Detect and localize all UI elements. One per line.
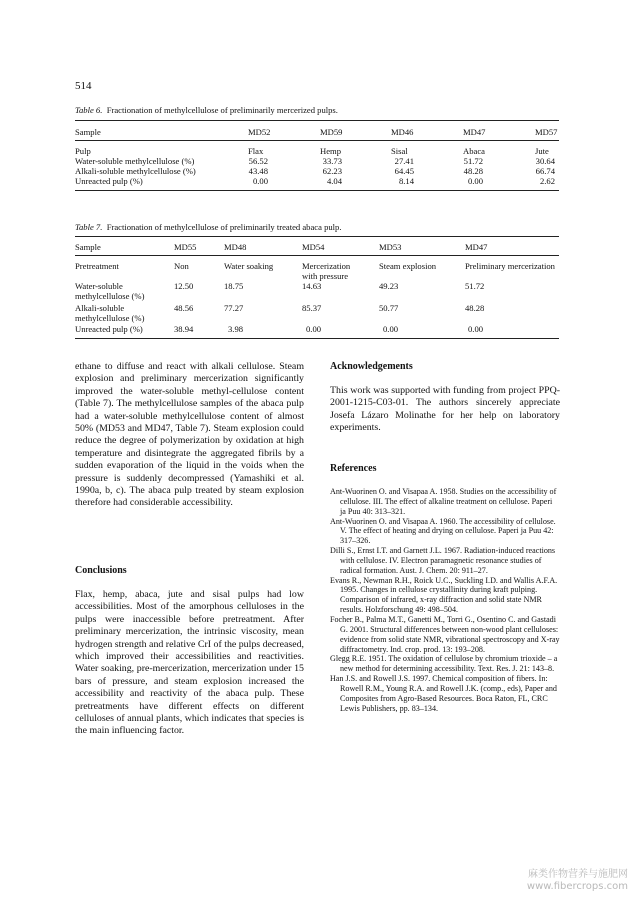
page-number: 514	[75, 80, 92, 92]
table-6-cell: 64.45	[394, 166, 414, 176]
table-7-cell: 18.75	[224, 281, 244, 291]
table-6-cell: 8.14	[398, 176, 414, 186]
table-7-cell: Steam explosion	[379, 261, 437, 271]
reference-item: Dilli S., Ernst I.T. and Garnett J.L. 1967. Radiation-induced reactions with cellulose. IV. Electron paramagnetic resonance studies of radical formation. Aust. J. Chem. 20: 911–27.	[330, 546, 556, 575]
reference-item: Focher B., Palma M.T., Ganetti M., Torri G., Osentino C. and Gastadi G. 2001. Structural differences between non-wood plant celluloses: evidence from solid state NMR, vibrational spectroscopy and X-ray diffractometry. Ind. crop. prod. 13: 193–208.	[330, 614, 560, 654]
table-7-row-label: Pretreatment	[75, 261, 119, 271]
table-7-cell: 12.50	[174, 281, 194, 291]
reference-item: Evans R., Newman R.H., Roick U.C., Suckling I.D. and Wallis A.F.A. 1995. Changes in cellulose crystallinity during kraft pulping. Comparison of infrared, x-ray diffraction and solid state NMR results. Holzforschung 49: 498–504.	[330, 575, 558, 615]
reference-item: Han J.S. and Rowell J.S. 1997. Chemical composition of fibers. In: Rowell R.M., Young R.A. and Rowell J.K. (comp., eds), Paper and Composites from Agro-Based Resources. Boca Raton, FL, CRC Lewis Publishers, pp. 83–134.	[330, 674, 557, 713]
table-7-cell: 49.23	[379, 281, 399, 291]
reference-item: Glegg R.E. 1951. The oxidation of cellulose by chromium trioxide – a new method for determining accessibility. Text. Res. J. 21: 143–8.	[330, 654, 558, 674]
references-heading: References	[330, 463, 377, 474]
table-6-header-md46: MD46	[391, 127, 414, 137]
table-7-cell: 14.63	[302, 281, 322, 291]
table-7-header-sample: Sample	[75, 242, 101, 252]
table-6-cell: 43.48	[248, 166, 268, 176]
table-6-cell: 2.62	[539, 176, 555, 186]
table-7-caption-text: Fractionation of methylcellulose of preliminarily treated abaca pulp.	[106, 222, 342, 232]
table-7-cell: 48.56	[174, 303, 194, 313]
acknowledgements-text: This work was supported with funding from project PPQ-2001-1215-C03-01. The authors sincerely appreciate Josefa Lázaro Molinathe for her help on laboratory experiments.	[330, 385, 560, 434]
table-6-caption-text: Fractionation of methylcellulose of preliminarily mercerized pulps.	[106, 105, 338, 115]
table-6-cell: 33.73	[322, 156, 342, 166]
table-6-cell: 51.72	[463, 156, 483, 166]
table-6-row-label: Unreacted pulp (%)	[75, 176, 143, 186]
table-6-header-md57: MD57	[535, 127, 558, 137]
table-6-cell: 62.23	[322, 166, 342, 176]
table-6-cell: 27.41	[394, 156, 414, 166]
table-7-cell: with pressure	[302, 271, 349, 281]
table-6-cell: 0.00	[252, 176, 268, 186]
table-6-row-label: Water-soluble methylcellulose (%)	[75, 156, 195, 166]
table-6-label: Table 6.	[75, 105, 103, 115]
table-6-caption	[75, 105, 338, 115]
table-6-header-md59: MD59	[320, 127, 343, 137]
table-7-cell: Non	[174, 261, 189, 271]
table-6-header-rule	[75, 140, 559, 141]
table-7-row-label: Water-soluble	[75, 281, 123, 291]
table-7-cell: Mercerization	[302, 261, 351, 271]
table-6-cell: Jute	[535, 146, 549, 156]
table-7-header-md55: MD55	[174, 242, 197, 252]
table-7-cell: Water soaking	[224, 261, 274, 271]
references-list	[330, 487, 560, 713]
table-6-cell: Flax	[248, 146, 264, 156]
table-7-cell: Preliminary mercerization	[465, 261, 555, 271]
table-7-cell: 48.28	[465, 303, 485, 313]
reference-item: Ant-Wuorinen O. and Visapaa A. 1958. Studies on the accessibility of cellulose. III. The effect of alkaline treatment on cellulose. Paperi ja Puu 40: 313–321.	[330, 487, 557, 516]
table-6-cell: Sisal	[391, 146, 408, 156]
conclusions-paragraph	[75, 589, 304, 738]
table-7-caption	[75, 222, 342, 232]
table-6-header-sample: Sample	[75, 127, 101, 137]
table-7-cell: 0.00	[468, 324, 484, 334]
table-7-header-md53: MD53	[379, 242, 402, 252]
table-7-header-md47: MD47	[465, 242, 488, 252]
watermark-line-1: 麻类作物营养与施肥网	[528, 869, 628, 880]
table-6-bottom-rule	[75, 190, 559, 191]
table-7-row-label: methylcellulose (%)	[75, 313, 145, 323]
table-7-row-label: Alkali-soluble	[75, 303, 125, 313]
table-7-cell: 38.94	[174, 324, 194, 334]
table-7-cell: 50.77	[379, 303, 399, 313]
reference-item: Ant-Wuorinen O. and Visapaa A. 1960. The accessibility of cellulose. V. The effect of heating and drying on cellulose. Paperi ja Puu 42: 317–326.	[330, 516, 556, 546]
table-6-cell: 48.28	[463, 166, 483, 176]
conclusions-text: Flax, hemp, abaca, jute and sisal pulps had low accessibilities. Most of the amorphous celluloses in the pulps were inaccessible before pretreatment. After preliminary mercerization, the intrinsic viscosity, mean hydrogen strength and relative CrI of the pulps decreased, which improved their accessibilities and reactivities. Water soaking, pre-mercerization, mercerization under 15 bars of pressure, and steam explosion increased the accessibility and reactivity of the abaca pulp. These pretreatments have different effects on different celluloses of annual plants, which indicates that species is the main influencing factor.	[75, 589, 304, 737]
acknowledgements-heading: Acknowledgements	[330, 361, 413, 372]
table-6-top-rule	[75, 120, 559, 121]
table-6-header-md47: MD47	[463, 127, 486, 137]
table-6-cell: 4.04	[326, 176, 342, 186]
table-6-cell: 66.74	[535, 166, 555, 176]
table-7-row-label: methylcellulose (%)	[75, 291, 145, 301]
table-7-cell: 77.27	[224, 303, 244, 313]
table-6-cell: Hemp	[320, 146, 342, 156]
table-6-row-label: Pulp	[75, 146, 91, 156]
conclusions-heading: Conclusions	[75, 565, 127, 576]
table-7-label: Table 7.	[75, 222, 103, 232]
discussion-text: ethane to diffuse and react with alkali cellulose. Steam explosion and preliminary mercerization significantly improved the water-soluble methyl-cellulose content (Table 7). The methylcellulose samples of the abaca pulp had a water-soluble methylcellulose content of almost 50% (MD53 and MD47, Table 7). Steam explosion could reduce the degree of polymerization by oxidation at high temperature and disintegrate the aggregated fibrils by a sudden evaporation of the liquid in the voids when the pressure is suddenly decompressed (Yamashiki et al. 1990a, b, c). The abaca pulp treated by steam explosion therefore had considerable accessibility.	[75, 361, 304, 509]
table-7-top-rule	[75, 236, 559, 237]
body-paragraph-discussion	[75, 361, 304, 510]
table-7-header-md54: MD54	[302, 242, 325, 252]
table-6-cell: Abaca	[463, 146, 485, 156]
table-6-header-md52: MD52	[248, 127, 271, 137]
table-7-cell: 0.00	[383, 324, 399, 334]
table-7-row-label: Unreacted pulp (%)	[75, 324, 143, 334]
table-6-cell: 0.00	[467, 176, 483, 186]
table-7-header-md48: MD48	[224, 242, 247, 252]
table-7-cell: 3.98	[228, 324, 244, 334]
table-7-cell: 85.37	[302, 303, 322, 313]
table-6-cell: 30.64	[535, 156, 555, 166]
table-7-cell: 0.00	[306, 324, 322, 334]
acknowledgements-paragraph	[330, 385, 560, 435]
watermark	[527, 869, 628, 893]
watermark-line-2: www.fibercrops.com	[526, 881, 628, 892]
table-6-row-label: Alkali-soluble methylcellulose (%)	[75, 166, 196, 176]
table-7-header-rule	[75, 255, 559, 256]
table-6-cell: 56.52	[248, 156, 268, 166]
table-7-bottom-rule	[75, 338, 559, 339]
table-7-cell: 51.72	[465, 281, 485, 291]
